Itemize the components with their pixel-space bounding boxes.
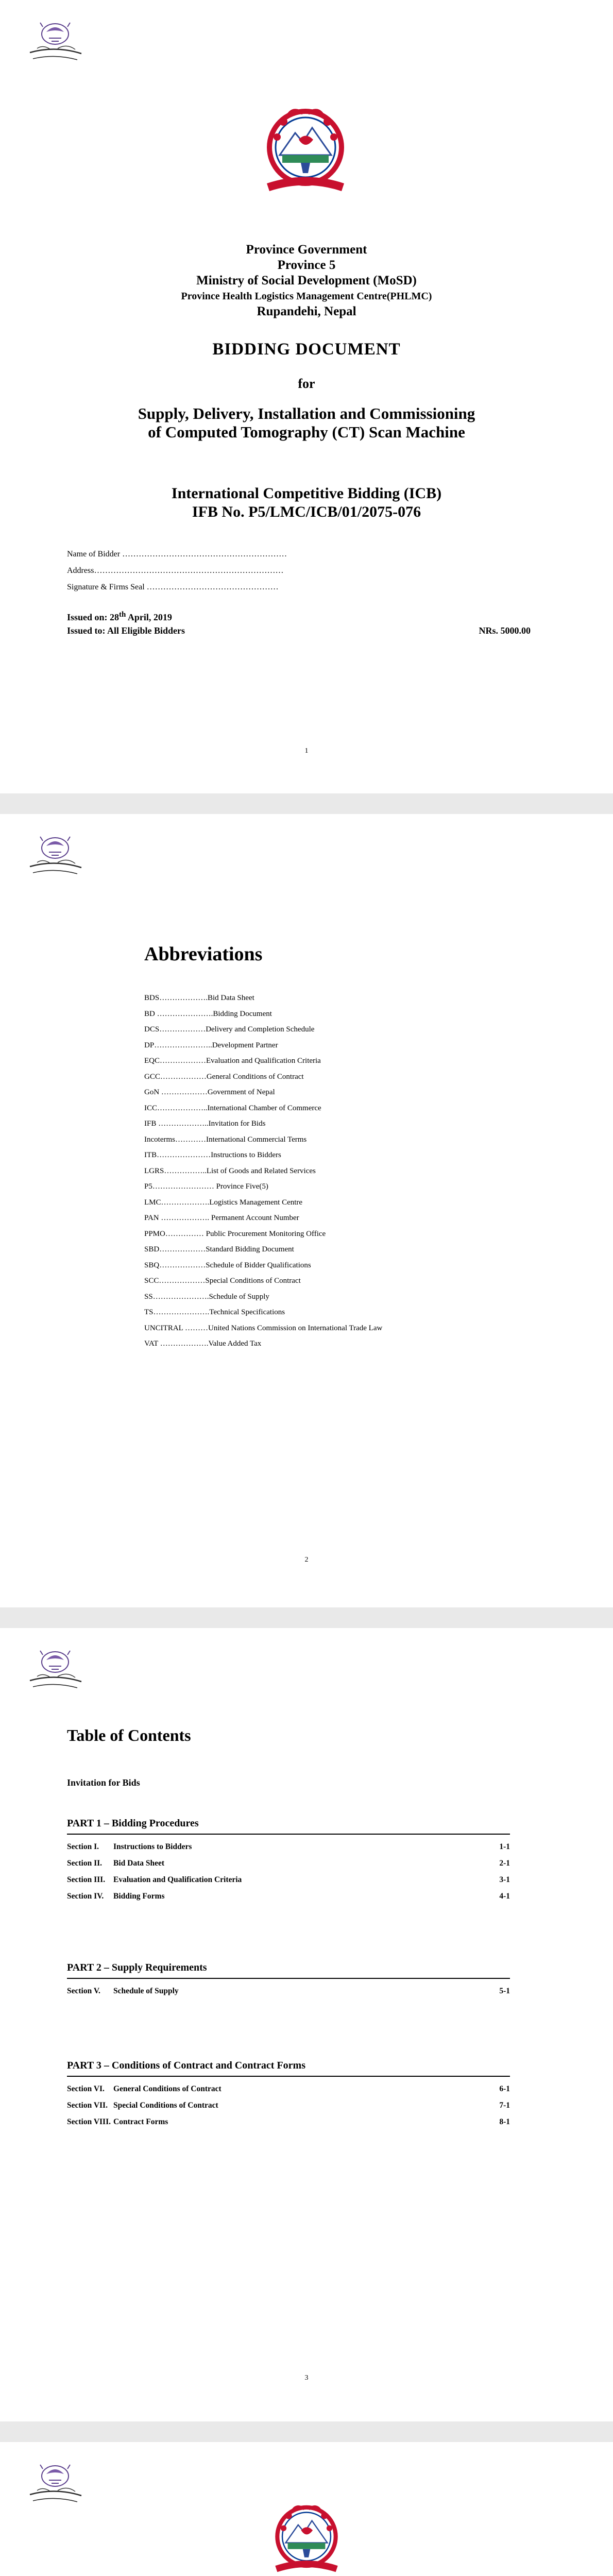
abbr-meaning: Value Added Tax [208, 1340, 262, 1348]
abbr-term: LGRS [144, 1166, 164, 1175]
list-item [144, 1242, 382, 1258]
bidder-name-field[interactable]: Name of Bidder …………………………………………………… [67, 550, 287, 558]
abbr-dots: ……………… [159, 1088, 208, 1096]
document-title: BIDDING DOCUMENT [212, 340, 401, 359]
toc-part-3 [67, 2060, 510, 2130]
subject-line-1: Supply, Delivery, Installation and Commissioning [138, 404, 475, 422]
part-heading: PART 2 – Supply Requirements [67, 1962, 207, 1973]
province-line: Province 5 [277, 258, 336, 272]
abbr-dots: ……………….. [156, 1120, 209, 1128]
abbr-term: P5 [144, 1182, 152, 1191]
page-1 [0, 0, 613, 793]
abbr-term: PAN [144, 1214, 159, 1222]
issued-on-prefix: Issued on: 28 [67, 612, 120, 622]
invitation-link[interactable]: Invitation for Bids [67, 1777, 140, 1788]
abbr-dots: …………… [165, 1229, 206, 1238]
toc-item[interactable] [67, 1872, 510, 1888]
abbr-dots: ………………….. [154, 1041, 212, 1049]
ifb-number: IFB No. P5/LMC/ICB/01/2075-076 [192, 503, 421, 520]
signature-field[interactable]: Signature & Firms Seal ………………………………………… [67, 583, 279, 591]
abbr-term: PPMO [144, 1229, 165, 1238]
list-item [144, 990, 382, 1006]
abbr-dots: ……………… [159, 1025, 206, 1033]
toc-page: 5-1 [499, 1987, 510, 1995]
toc-item[interactable] [67, 2097, 510, 2114]
abbr-dots: ……………… [160, 1057, 206, 1065]
list-item [144, 1038, 382, 1054]
abbr-term: ITB [144, 1151, 157, 1159]
toc-invitation [67, 1777, 510, 1792]
abbr-term: UNCITRAL [144, 1324, 183, 1332]
subject-line-2: of Computed Tomography (CT) Scan Machine [148, 423, 465, 441]
abbr-meaning: Technical Specifications [209, 1308, 285, 1316]
abbr-dots: ……………… [159, 1245, 206, 1253]
toc-item[interactable] [67, 2081, 510, 2097]
issued-to: Issued to: All Eligible Bidders [67, 625, 185, 636]
document-price: NRs. 5000.00 [479, 625, 531, 636]
toc-section: Section VII. [67, 2101, 108, 2110]
toc-section: Section V. [67, 1987, 100, 1995]
divider [67, 1978, 510, 1979]
abbr-dots: ………………… [157, 1151, 211, 1159]
list-item [144, 1084, 382, 1100]
abbr-meaning: Evaluation and Qualification Criteria [206, 1057, 321, 1065]
toc-item-title: Evaluation and Qualification Criteria [113, 1875, 242, 1884]
toc-section: Section IV. [67, 1892, 104, 1901]
stamp-logo-icon [26, 11, 85, 68]
abbr-dots: ……………… [159, 1277, 206, 1285]
list-item [144, 1132, 382, 1148]
abbr-dots: ………………. [159, 1214, 211, 1222]
list-item [144, 1336, 382, 1352]
list-item [144, 1116, 382, 1132]
abbr-meaning: Bidding Document [213, 1009, 272, 1018]
toc-page: 1-1 [499, 1842, 510, 1851]
abbr-meaning: Delivery and Completion Schedule [206, 1025, 315, 1033]
toc-item[interactable] [67, 1888, 510, 1905]
abbr-meaning: Schedule of Bidder Qualifications [206, 1261, 311, 1269]
page-number: 2 [304, 1556, 309, 1564]
ministry-line: Ministry of Social Development (MoSD) [196, 274, 417, 287]
toc-item[interactable] [67, 1855, 510, 1872]
abbr-dots: ………………. [161, 1198, 210, 1207]
abbr-term: GoN [144, 1088, 160, 1096]
list-item [144, 1053, 382, 1069]
divider [67, 2076, 510, 2077]
abbr-meaning: General Conditions of Contract [206, 1072, 304, 1081]
toc-item-title: Contract Forms [113, 2117, 168, 2126]
abbr-meaning: Province Five(5) [216, 1182, 268, 1191]
toc-item[interactable] [67, 1839, 510, 1855]
list-item [144, 1163, 382, 1179]
bidder-fields [67, 546, 287, 596]
abbr-term: LMC [144, 1198, 161, 1207]
title-block [0, 242, 613, 319]
toc-page: 4-1 [499, 1892, 510, 1901]
toc-section: Section VIII. [67, 2117, 111, 2126]
abbr-meaning: Special Conditions of Contract [205, 1277, 301, 1285]
toc-page: 6-1 [499, 2084, 510, 2093]
abbr-term: BD [144, 1009, 155, 1018]
issued-on-suffix: April, 2019 [126, 612, 172, 622]
abbr-dots: …………….. [164, 1166, 207, 1175]
abbr-term: TS [144, 1308, 154, 1316]
abbr-term: DCS [144, 1025, 160, 1033]
toc-part-1 [67, 1818, 510, 1905]
part-heading: PART 1 – Bidding Procedures [67, 1818, 199, 1829]
list-item [144, 1195, 382, 1211]
toc-page: 3-1 [499, 1875, 510, 1884]
abbreviations-title: Abbreviations [144, 943, 263, 965]
part-heading: PART 3 – Conditions of Contract and Contract Forms [67, 2060, 305, 2071]
toc-section: Section I. [67, 1842, 99, 1851]
abbr-term: SCC [144, 1277, 159, 1285]
nepal-emblem-icon [263, 2499, 350, 2576]
abbr-dots: ……………… [160, 1072, 207, 1081]
list-item [144, 1179, 382, 1195]
list-item [144, 1226, 382, 1242]
issue-info [67, 608, 531, 637]
abbr-meaning: Schedule of Supply [209, 1292, 269, 1301]
abbreviations-list [144, 990, 382, 1352]
abbr-meaning: United Nations Commission on International Trade Law [208, 1324, 383, 1332]
for-text: for [298, 376, 315, 391]
list-item [144, 1320, 382, 1336]
toc-item-title: Bidding Forms [113, 1892, 165, 1901]
toc-item-title: General Conditions of Contract [113, 2084, 222, 2093]
stamp-logo-icon [26, 2453, 85, 2510]
abbr-dots: ………… [175, 1135, 206, 1144]
abbr-term: Incoterms [144, 1135, 175, 1144]
abbr-term: VAT [144, 1340, 158, 1348]
abbr-term: DP [144, 1041, 155, 1049]
abbr-term: SBQ [144, 1261, 160, 1269]
list-item [144, 1022, 382, 1038]
page-number: 3 [304, 2374, 309, 2382]
list-item [144, 1069, 382, 1085]
abbr-meaning: Permanent Account Number [211, 1214, 299, 1222]
abbr-dots: ……………… [159, 1261, 206, 1269]
gov-line: Province Government [246, 243, 367, 257]
toc-item-title: Bid Data Sheet [113, 1859, 165, 1868]
toc-item[interactable] [67, 2114, 510, 2130]
toc-title: Table of Contents [67, 1726, 191, 1744]
bidder-address-field[interactable]: Address…………………………………………………………… [67, 566, 284, 575]
centre-line: Province Health Logistics Management Centre(PHLMC) [181, 291, 432, 302]
abbr-term: GCC [144, 1072, 160, 1081]
abbr-dots: …………………. [155, 1009, 213, 1018]
abbr-meaning: Development Partner [212, 1041, 278, 1049]
list-item [144, 1304, 382, 1320]
icb-block [0, 484, 613, 521]
page-number: 1 [304, 747, 309, 755]
list-item [144, 1147, 382, 1163]
divider [67, 1834, 510, 1835]
toc-section: Section II. [67, 1859, 103, 1868]
abbr-meaning: Instructions to Bidders [211, 1151, 281, 1159]
toc-page: 8-1 [499, 2117, 510, 2126]
stamp-logo-icon [26, 1639, 85, 1696]
abbr-meaning: International Chamber of Commerce [207, 1104, 321, 1112]
abbr-meaning: Public Procurement Monitoring Office [206, 1229, 326, 1238]
list-item [144, 1258, 382, 1274]
abbr-dots: …………………… [152, 1182, 216, 1191]
list-item [144, 1289, 382, 1305]
toc-section: Section III. [67, 1875, 106, 1884]
abbr-meaning: International Commercial Terms [206, 1135, 307, 1144]
abbr-dots: ……… [183, 1324, 209, 1332]
toc-item[interactable] [67, 1983, 510, 1999]
nepal-emblem-icon [251, 101, 360, 199]
toc-page: 7-1 [499, 2101, 510, 2110]
abbr-term: IFB [144, 1120, 157, 1128]
abbr-dots: ………………. [159, 994, 208, 1002]
toc-item-title: Special Conditions of Contract [113, 2101, 218, 2110]
abbr-meaning: Invitation for Bids [208, 1120, 266, 1128]
abbr-dots: ………………. [158, 1340, 209, 1348]
abbr-meaning: Government of Nepal [207, 1088, 275, 1096]
abbr-term: ICC [144, 1104, 158, 1112]
abbr-dots: …………………. [153, 1308, 210, 1316]
list-item [144, 1006, 382, 1022]
toc-item-title: Instructions to Bidders [113, 1842, 192, 1851]
toc-section: Section VI. [67, 2084, 105, 2093]
page-3 [0, 1628, 613, 2421]
abbr-meaning: Standard Bidding Document [206, 1245, 294, 1253]
stamp-logo-icon [26, 825, 85, 882]
toc-part-2 [67, 1962, 510, 1999]
toc-item-title: Schedule of Supply [113, 1987, 179, 1995]
location-line: Rupandehi, Nepal [257, 304, 356, 318]
page-2 [0, 814, 613, 1607]
icb-line: International Competitive Bidding (ICB) [171, 485, 442, 502]
abbr-dots: ……………….. [157, 1104, 208, 1112]
abbr-meaning: Logistics Management Centre [209, 1198, 303, 1207]
abbr-term: SBD [144, 1245, 160, 1253]
toc-page: 2-1 [499, 1859, 510, 1868]
abbr-term: BDS [144, 994, 160, 1002]
abbr-term: EQC [144, 1057, 160, 1065]
issued-on-sup: th [119, 611, 126, 619]
abbr-meaning: List of Goods and Related Services [206, 1166, 316, 1175]
subject-title [0, 404, 613, 442]
page-4 [0, 2442, 613, 2576]
abbr-term: SS [144, 1292, 153, 1301]
list-item [144, 1273, 382, 1289]
issued-on [67, 608, 531, 624]
list-item [144, 1100, 382, 1116]
list-item [144, 1210, 382, 1226]
abbr-meaning: Bid Data Sheet [207, 994, 254, 1002]
abbr-dots: …………………. [152, 1292, 209, 1301]
